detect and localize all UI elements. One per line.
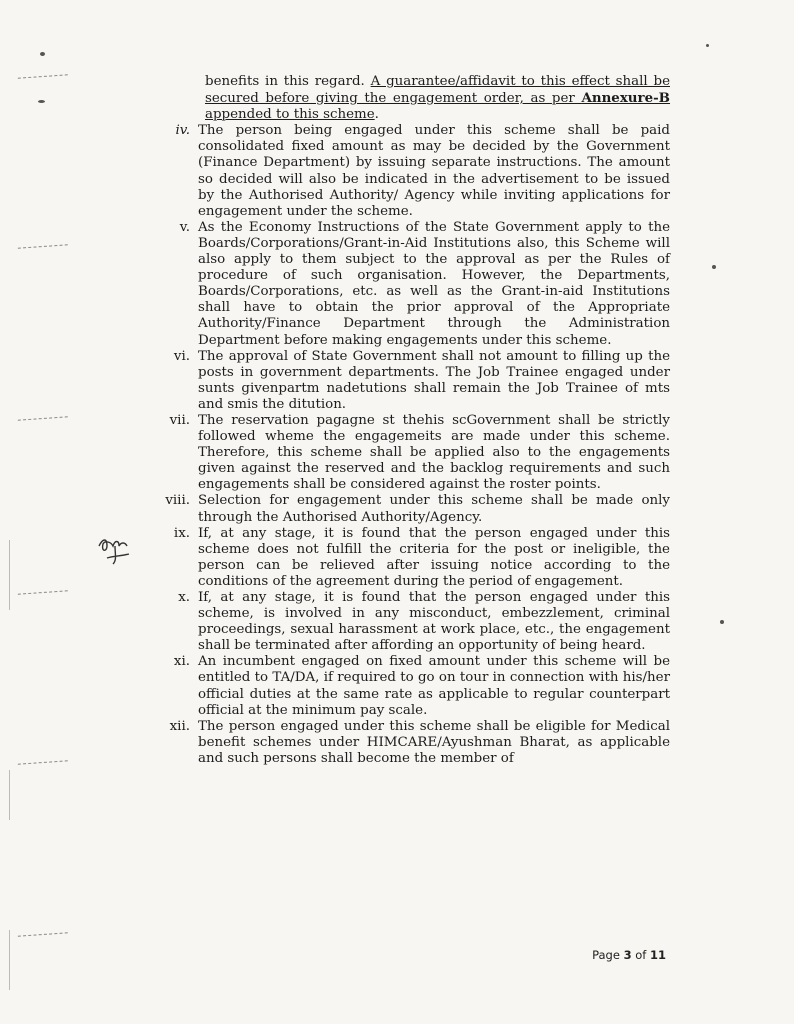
margin-tick-mark — [18, 932, 68, 942]
intro-underlined-end: appended to this scheme — [205, 107, 375, 123]
scan-mark — [40, 52, 45, 56]
clause-number: ix. — [173, 525, 190, 541]
clause-number: x. — [178, 590, 190, 605]
intro-underlined-text: A guarantee/affidavit to this effect shall be secured before giving the engagement order, as per — [205, 74, 670, 107]
margin-line — [9, 770, 10, 820]
margin-tick-mark — [18, 416, 68, 426]
clause-vi — [140, 349, 670, 413]
scan-dot — [712, 265, 716, 269]
document-body — [140, 74, 670, 767]
clause-v — [140, 220, 670, 349]
clause-number: vii. — [169, 412, 190, 428]
clause-number: xii. — [169, 718, 190, 734]
margin-tick-mark — [18, 760, 68, 770]
clause-xi — [140, 654, 670, 718]
intro-plain-text: benefits in this regard. — [205, 74, 371, 89]
margin-tick-mark — [18, 590, 68, 600]
clause-text: The person being engaged under this scheme shall be paid consolidated fixed amount as may be decided by the Government (Finance Department) by issuing separate instructions. The amount so decided will also be indicated in the advertisement to be issued by the Authorised Authority/ Agency while inviting applications for engagement under the scheme. — [198, 123, 670, 219]
clause-number: vi. — [173, 348, 190, 364]
clause-text: As the Economy Instructions of the State Government apply to the Boards/Corporations/Grant-in-Aid Institutions also, this Scheme will also apply to them subject to the approval as per the Rules of procedure of such organisation. However, the Departments, Boards/Corporations, etc. as well as the Grant-in-aid Institutions shall have to obtain the prior approval of the Appropriate Authority/Finance Department through the Administration Department before making engagements under this scheme. — [198, 219, 670, 348]
clause-x — [140, 590, 670, 654]
clause-text: The reservation pagagne st thehis scGovernment shall be strictly followed wheme the engagemeits are made under this scheme. Therefore, this scheme shall be applied also to the engagements given against the reserved and the backlog requirements and such engagements shall be considered against the roster points. — [198, 412, 670, 493]
margin-line — [9, 930, 10, 990]
margin-tick-mark — [18, 244, 68, 254]
page-of: of — [631, 948, 650, 962]
clause-ix — [140, 526, 670, 590]
clause-text: If, at any stage, it is found that the person engaged under this scheme does not fulfill the criteria for the post or ineligible, the person can be relieved after issuing notice according to the conditions of the agreement during the period of engagement. — [198, 525, 670, 589]
clause-number: v. — [179, 219, 190, 235]
margin-tick-mark — [18, 74, 68, 84]
intro-paragraph — [140, 74, 670, 123]
page-number-footer — [592, 948, 666, 962]
page-label: Page — [592, 948, 624, 962]
clause-vii — [140, 413, 670, 493]
clause-text: The approval of State Government shall not amount to filling up the posts in government departments. The Job Trainee engaged under sunts givenpartm nadetutions shall remain the Job Trainee of mts and smis the ditution. — [198, 348, 670, 412]
clause-xii — [140, 719, 670, 767]
clause-text: An incumbent engaged on fixed amount under this scheme will be entitled to TA/DA, if required to go on tour in connection with his/her official duties at the same rate as applicable to regular counterpart official at the minimum pay scale. — [198, 654, 670, 718]
clause-text: Selection for engagement under this scheme shall be made only through the Authorised Authority/Agency. — [198, 493, 670, 525]
clause-iv — [140, 123, 670, 220]
clause-text: If, at any stage, it is found that the person engaged under this scheme, is involved in any misconduct, embezzlement, criminal proceedings, sexual harassment at work place, etc., the engagement shall be terminated after affording an opportunity of being heard. — [198, 590, 670, 654]
scan-dot — [720, 620, 724, 624]
clause-number: xi. — [173, 654, 190, 670]
total-pages: 11 — [649, 948, 666, 962]
clause-number: viii. — [165, 493, 190, 509]
handwritten-initials-signature — [95, 532, 135, 568]
current-page: 3 — [623, 948, 632, 962]
scan-mark — [38, 100, 45, 103]
clause-text: The person engaged under this scheme shall be eligible for Medical benefit schemes under HIMCARE/Ayushman Bharat, as applicable and such persons shall become the member of — [198, 718, 670, 766]
annexure-reference: Annexure-B — [581, 90, 670, 107]
scan-dot — [706, 44, 709, 47]
clause-viii — [140, 493, 670, 525]
margin-line — [9, 540, 10, 610]
intro-tail: . — [374, 107, 379, 123]
clause-number: iv. — [175, 123, 190, 139]
